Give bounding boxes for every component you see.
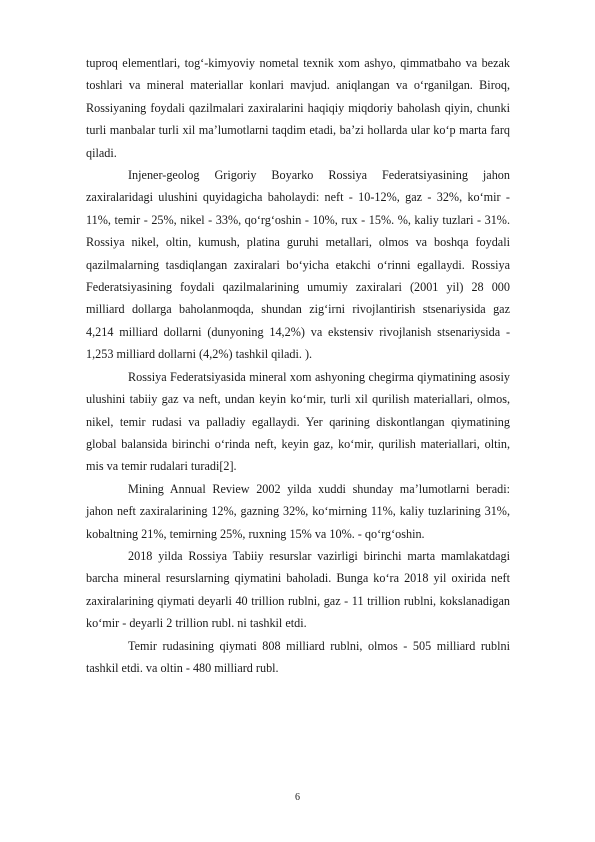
page-body (86, 52, 510, 679)
paragraph-4: Mining Annual Review 2002 yilda xuddi shunday ma’lumotlarni beradi: jahon neft zaxiralarining 12%, gazning 32%, ko‘mirning 11%, kaliy tuzlarining 31%, kobaltning 21%, temirning 25%, ruxning 15% va 10%. - qo‘rg‘oshin. (86, 481, 510, 541)
paragraph-5: 2018 yilda Rossiya Tabiiy resurslar vazirligi birinchi marta mamlakatdagi barcha mineral resurslarning qiymatini baholadi. Bunga ko‘ra 2018 yil oxirida neft zaxiralarining qiymati deyarli 40 trillion rublni, gaz - 11 trillion rublni, kokslanadigan ko‘mir - deyarli 2 trillion rubl. ni tashkil etdi. (86, 548, 510, 631)
paragraph-2: Injener-geolog Grigoriy Boyarko Rossiya Federatsiyasining jahon zaxiralaridagi ulushini quyidagicha baholaydi: neft - 10-12%, gaz - 32%, ko‘mir - 11%, temir - 25%, nikel - 33%, qo‘rg‘oshin - 10%, rux - 15%. %, kaliy tuzlari - 31%. Rossiya nikel, oltin, kumush, platina guruhi metallari, olmos va boshqa foydali qazilmalarning tasdiqlangan zaxiralari bo‘yicha etakchi o‘rinni egallaydi. Rossiya Federatsiyasining foydali qazilmalarining umumiy zaxiralari (2001 yil) 28 000 milliard dollarga baholanmoqda, shundan zig‘irni rivojlantirish stsenariysida gaz 4,214 milliard dollarni (dunyoning 14,2%) va ekstensiv rivojlanish stsenariysida - 1,253 milliard dollarni (4,2%) tashkil qiladi. ). (86, 168, 510, 362)
page-number: 6 (295, 792, 300, 803)
paragraph-1: tuproq elementlari, tog‘-kimyoviy nometal texnik xom ashyo, qimmatbaho va bezak toshlari va mineral materiallar konlari mavjud. aniqlangan va o‘rganilgan. Biroq, Rossiyaning foydali qazilmalari zaxiralarini haqiqiy miqdoriy baholash qiyin, chunki turli manbalar turli xil ma’lumotlarni taqdim etadi, ba’zi hollarda ular ko‘p marta farq qiladi. (86, 56, 510, 160)
paragraph-3: Rossiya Federatsiyasida mineral xom ashyoning chegirma qiymatining asosiy ulushini tabiiy gaz va neft, undan keyin ko‘mir, turli xil qurilish materiallari, olmos, nikel, temir rudasi va palladiy egallaydi. Yer qarining diskontlangan qiymatining global balansida birinchi o‘rinda neft, keyin gaz, ko‘mir, qurilish materiallari, oltin, mis va temir rudalari turadi[2]. (86, 369, 510, 474)
paragraph-6: Temir rudasining qiymati 808 milliard rublni, olmos - 505 milliard rublni tashkil etdi. va oltin - 480 milliard rubl. (86, 638, 510, 675)
